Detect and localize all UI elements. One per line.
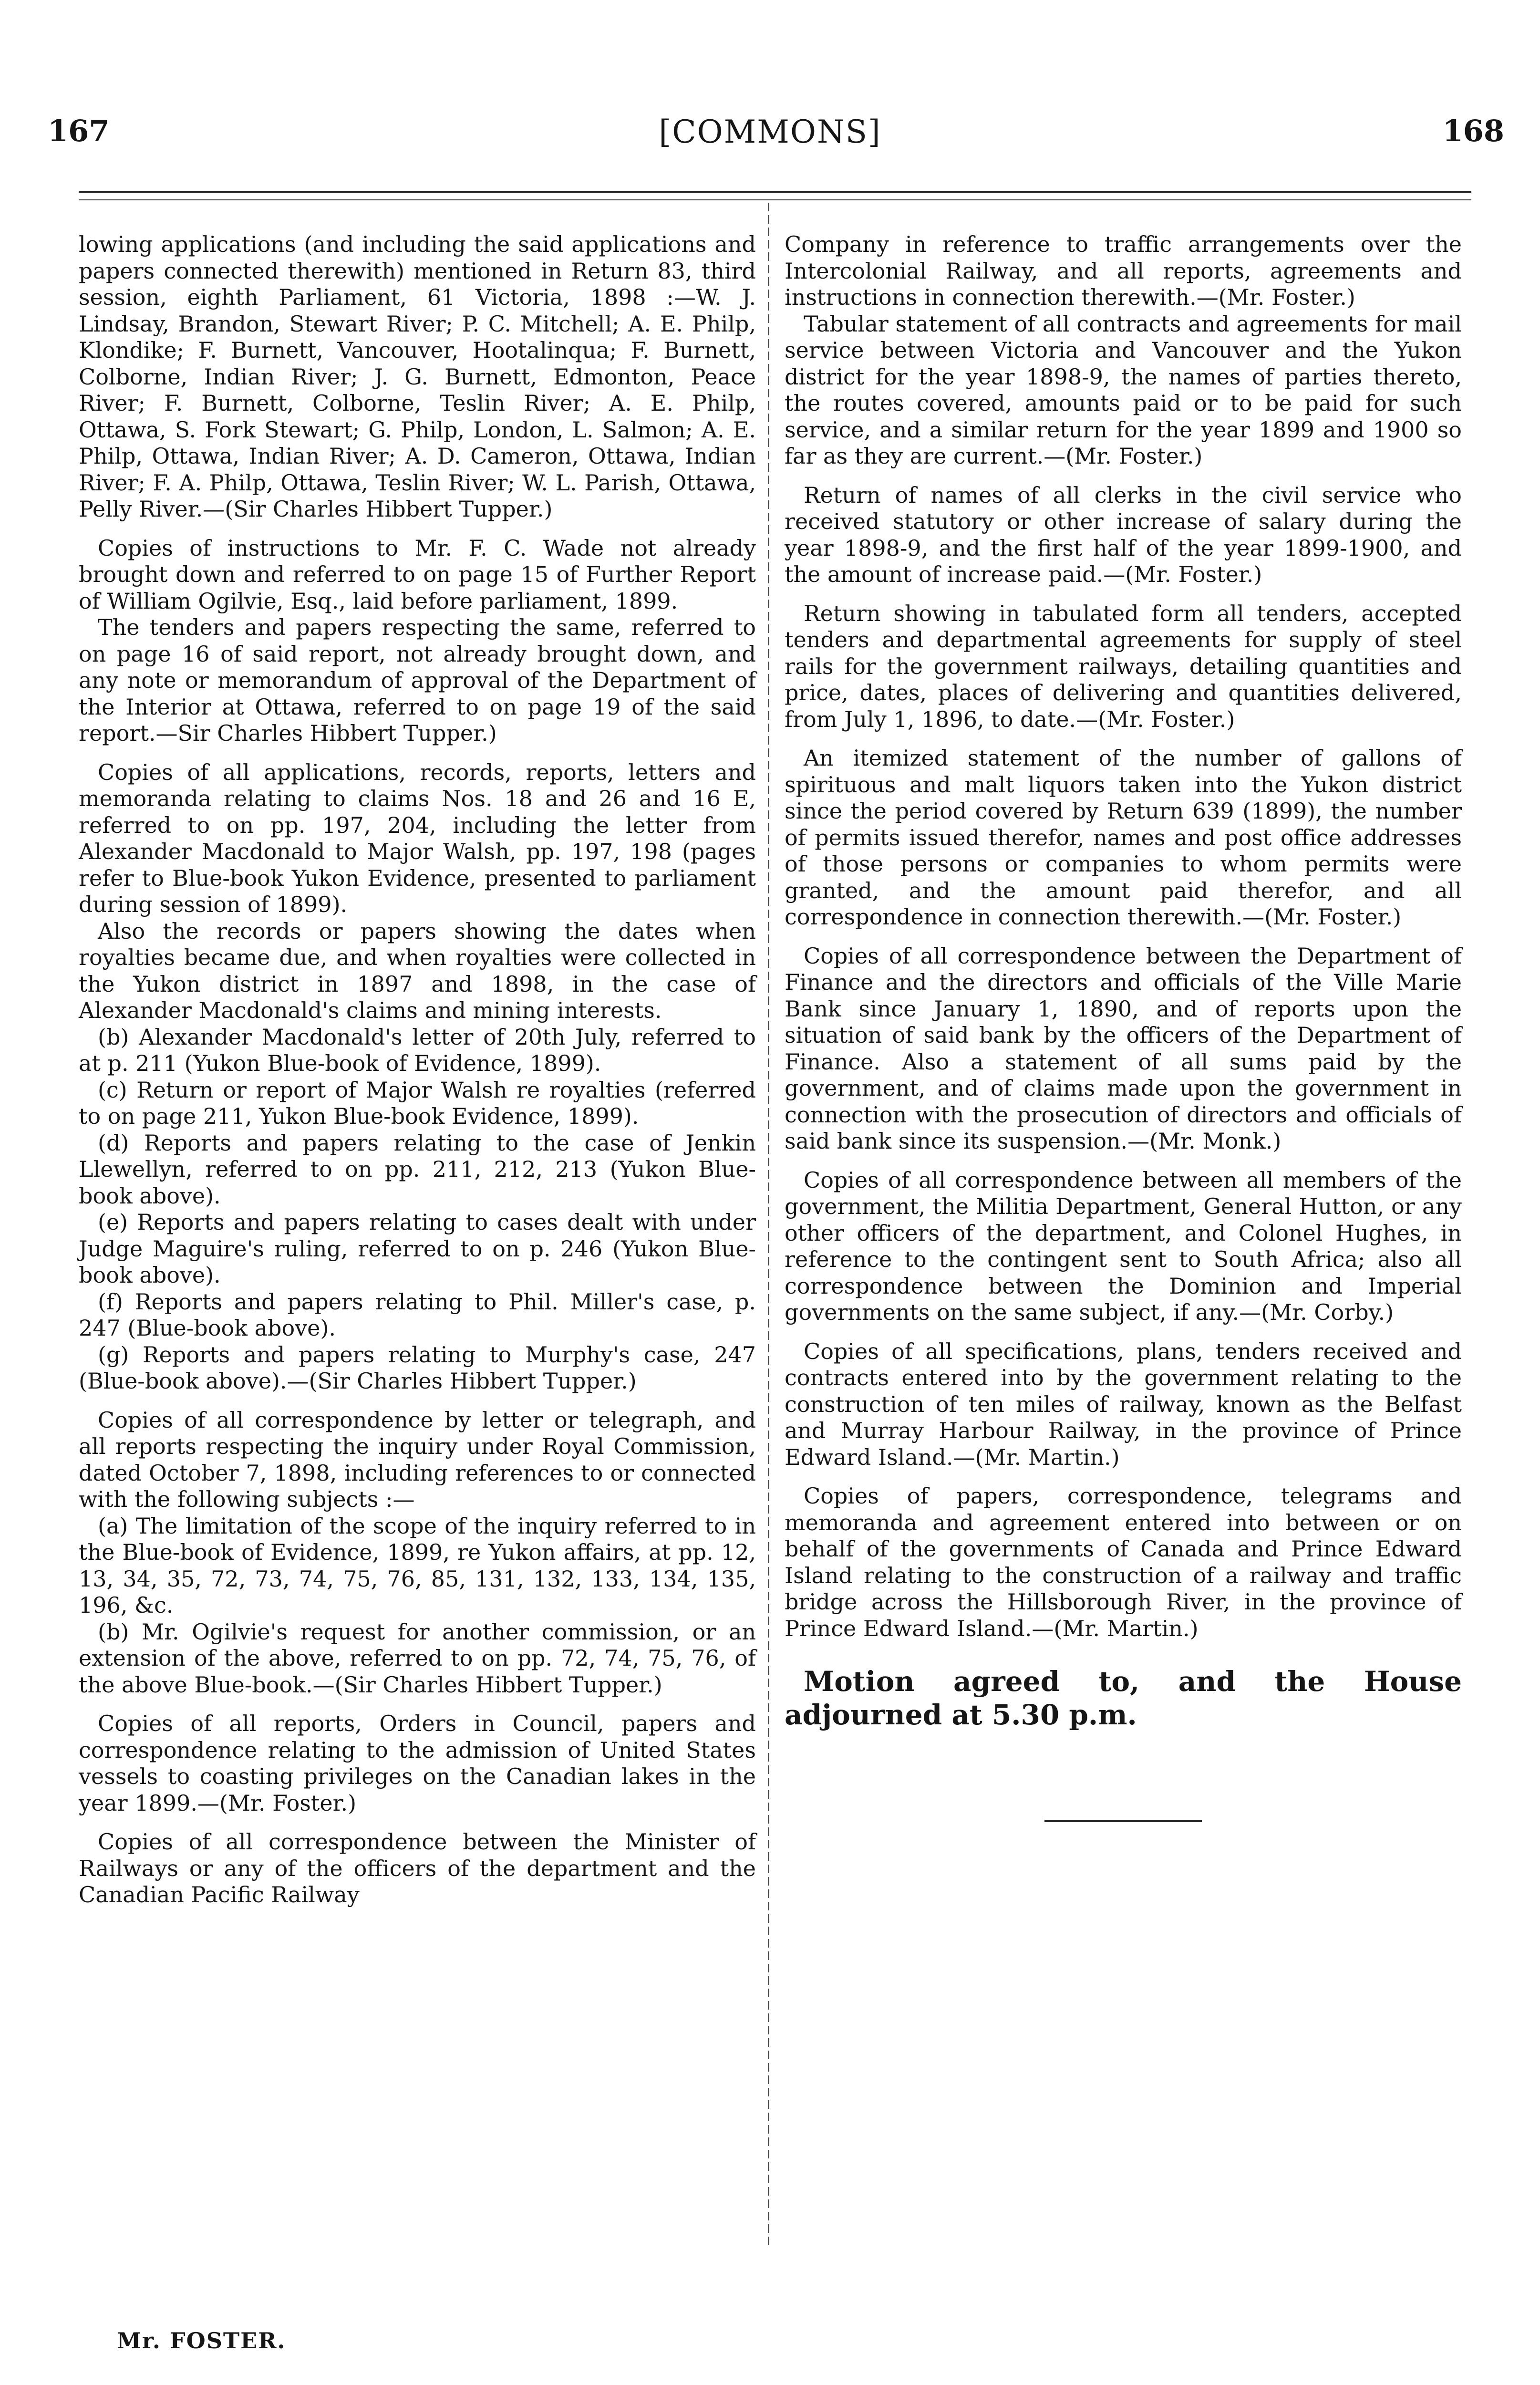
paragraph: Tabular statement of all contracts and agreements for mail service between Victoria and Vancouver and the Yukon district for the year 1898-9, the names of parties thereto, the routes covered, amounts paid or to be paid for such service, and a similar return for the year 1899 and 1900 so far as they are current.—(Mr. Foster.) xyxy=(785,311,1462,469)
page-number-right: 168 xyxy=(1442,114,1504,148)
paragraph: Copies of all reports, Orders in Council, papers and correspondence relating to the admission of United States vessels to coasting privileges on the Canadian lakes in the year 1899.—(Mr. Foster.) xyxy=(79,1711,756,1816)
paragraph: (g) Reports and papers relating to Murphy's case, 247 (Blue-book above).—(Sir Charles Hibbert Tupper.) xyxy=(79,1341,756,1394)
paragraph: Copies of papers, correspondence, telegrams and memoranda and agreement entered into between or on behalf of the governments of Canada and Prince Edward Island relating to the construction of a railway and traffic bridge across the Hillsborough River, in the province of Prince Edward Island.—(Mr. Martin.) xyxy=(785,1483,1462,1641)
page-footer: Mr. FOSTER. xyxy=(117,2328,286,2354)
paragraph: (d) Reports and papers relating to the case of Jenkin Llewellyn, referred to on pp. 211, 212, 213 (Yukon Blue-book above). xyxy=(79,1130,756,1209)
paragraph: Copies of all applications, records, reports, letters and memoranda relating to claims Nos. 18 and 26 and 16 E, referred to on pp. 197, 204, including the letter from Alexander Macdonald to Major Walsh, pp. 197, 198 (pages refer to Blue-book Yukon Evidence, presented to parliament during session of 1899). xyxy=(79,759,756,917)
paragraph: An itemized statement of the number of gallons of spirituous and malt liquors taken into the Yukon district since the period covered by Return 639 (1899), the number of permits issued therefor, names and post office addresses of those persons or companies to whom permits were granted, and the amount paid therefor, and all correspondence in connection therewith.—(Mr. Foster.) xyxy=(785,745,1462,930)
paragraph: Return showing in tabulated form all tenders, accepted tenders and departmental agreements for supply of steel rails for the government railways, detailing quantities and price, dates, places of delivering and quantities delivered, from July 1, 1896, to date.—(Mr. Foster.) xyxy=(785,600,1462,732)
paragraph: Copies of all correspondence between the Department of Finance and the directors and officials of the Ville Marie Bank since January 1, 1890, and of reports upon the situation of said bank by the officers of the Department of Finance. Also a statement of all sums paid by the government, and of claims made upon the government in connection with the prosecution of directors and officials of said bank since its suspension.—(Mr. Monk.) xyxy=(785,943,1462,1154)
paragraph: (f) Reports and papers relating to Phil. Miller's case, p. 247 (Blue-book above). xyxy=(79,1288,756,1341)
paragraph: (b) Alexander Macdonald's letter of 20th July, referred to at p. 211 (Yukon Blue-book of Evidence, 1899). xyxy=(79,1024,756,1076)
end-rule xyxy=(1044,1820,1202,1822)
paragraph: (a) The limitation of the scope of the inquiry referred to in the Blue-book of Evidence, 1899, re Yukon affairs, at pp. 12, 13, 34, 35, 72, 73, 74, 75, 76, 85, 131, 132, 133, 134, 135, 196, &c. xyxy=(79,1513,756,1618)
paragraph: (e) Reports and papers relating to cases dealt with under Judge Maguire's ruling, referred to on p. 246 (Yukon Blue-book above). xyxy=(79,1209,756,1288)
running-head: [COMMONS] xyxy=(659,114,881,150)
motion-adjourned: Motion agreed to, and the House adjourned at 5.30 p.m. xyxy=(785,1665,1462,1731)
left-column xyxy=(79,231,756,1908)
paragraph: Copies of all correspondence by letter or telegraph, and all reports respecting the inquiry under Royal Commission, dated October 7, 1898, including references to or connected with the following subjects :— xyxy=(79,1407,756,1512)
paragraph: Copies of all correspondence between all members of the government, the Militia Department, General Hutton, or any other officers of the department, and Colonel Hughes, in reference to the contingent sent to South Africa; also all correspondence between the Dominion and Imperial governments on the same subject, if any.—(Mr. Corby.) xyxy=(785,1167,1462,1325)
page-header xyxy=(0,114,1540,156)
header-rule-thin xyxy=(79,199,1471,200)
paragraph: (c) Return or report of Major Walsh re royalties (referred to on page 211, Yukon Blue-book Evidence, 1899). xyxy=(79,1077,756,1129)
paragraph: Copies of instructions to Mr. F. C. Wade not already brought down and referred to on page 15 of Further Report of William Ogilvie, Esq., laid before parliament, 1899. xyxy=(79,535,756,614)
right-column xyxy=(785,231,1462,1822)
paragraph: Return of names of all clerks in the civil service who received statutory or other increase of salary during the year 1898-9, and the first half of the year 1899-1900, and the amount of increase paid.—(Mr. Foster.) xyxy=(785,482,1462,587)
column-divider xyxy=(768,203,769,2247)
paragraph: Copies of all specifications, plans, tenders received and contracts entered into by the government relating to the construction of ten miles of railway, known as the Belfast and Murray Harbour Railway, in the province of Prince Edward Island.—(Mr. Martin.) xyxy=(785,1338,1462,1470)
header-rule xyxy=(79,191,1471,193)
page-number-left: 167 xyxy=(48,114,110,148)
paragraph: Copies of all correspondence between the Minister of Railways or any of the officers of the department and the Canadian Pacific Railway xyxy=(79,1829,756,1908)
paragraph: Company in reference to traffic arrangements over the Intercolonial Railway, and all reports, agreements and instructions in connection therewith.—(Mr. Foster.) xyxy=(785,231,1462,310)
paragraph: The tenders and papers respecting the same, referred to on page 16 of said report, not already brought down, and any note or memorandum of approval of the Department of the Interior at Ottawa, referred to on page 19 of the said report.—Sir Charles Hibbert Tupper.) xyxy=(79,614,756,746)
paragraph: lowing applications (and including the said applications and papers connected therewith) mentioned in Return 83, third session, eighth Parliament, 61 Victoria, 1898 :—W. J. Lindsay, Brandon, Stewart River; P. C. Mitchell; A. E. Philp, Klondike; F. Burnett, Vancouver, Hootalinqua; F. Burnett, Colborne, Indian River; J. G. Burnett, Edmonton, Peace River; F. Burnett, Colborne, Teslin River; A. E. Philp, Ottawa, S. Fork Stewart; G. Philp, London, L. Salmon; A. E. Philp, Ottawa, Indian River; A. D. Cameron, Ottawa, Indian River; F. A. Philp, Ottawa, Teslin River; W. L. Parish, Ottawa, Pelly River.—(Sir Charles Hibbert Tupper.) xyxy=(79,231,756,522)
paragraph: Also the records or papers showing the dates when royalties became due, and when royalties were collected in the Yukon district in 1897 and 1898, in the case of Alexander Macdonald's claims and mining interests. xyxy=(79,918,756,1023)
paragraph: (b) Mr. Ogilvie's request for another commission, or an extension of the above, referred to on pp. 72, 74, 75, 76, of the above Blue-book.—(Sir Charles Hibbert Tupper.) xyxy=(79,1618,756,1698)
